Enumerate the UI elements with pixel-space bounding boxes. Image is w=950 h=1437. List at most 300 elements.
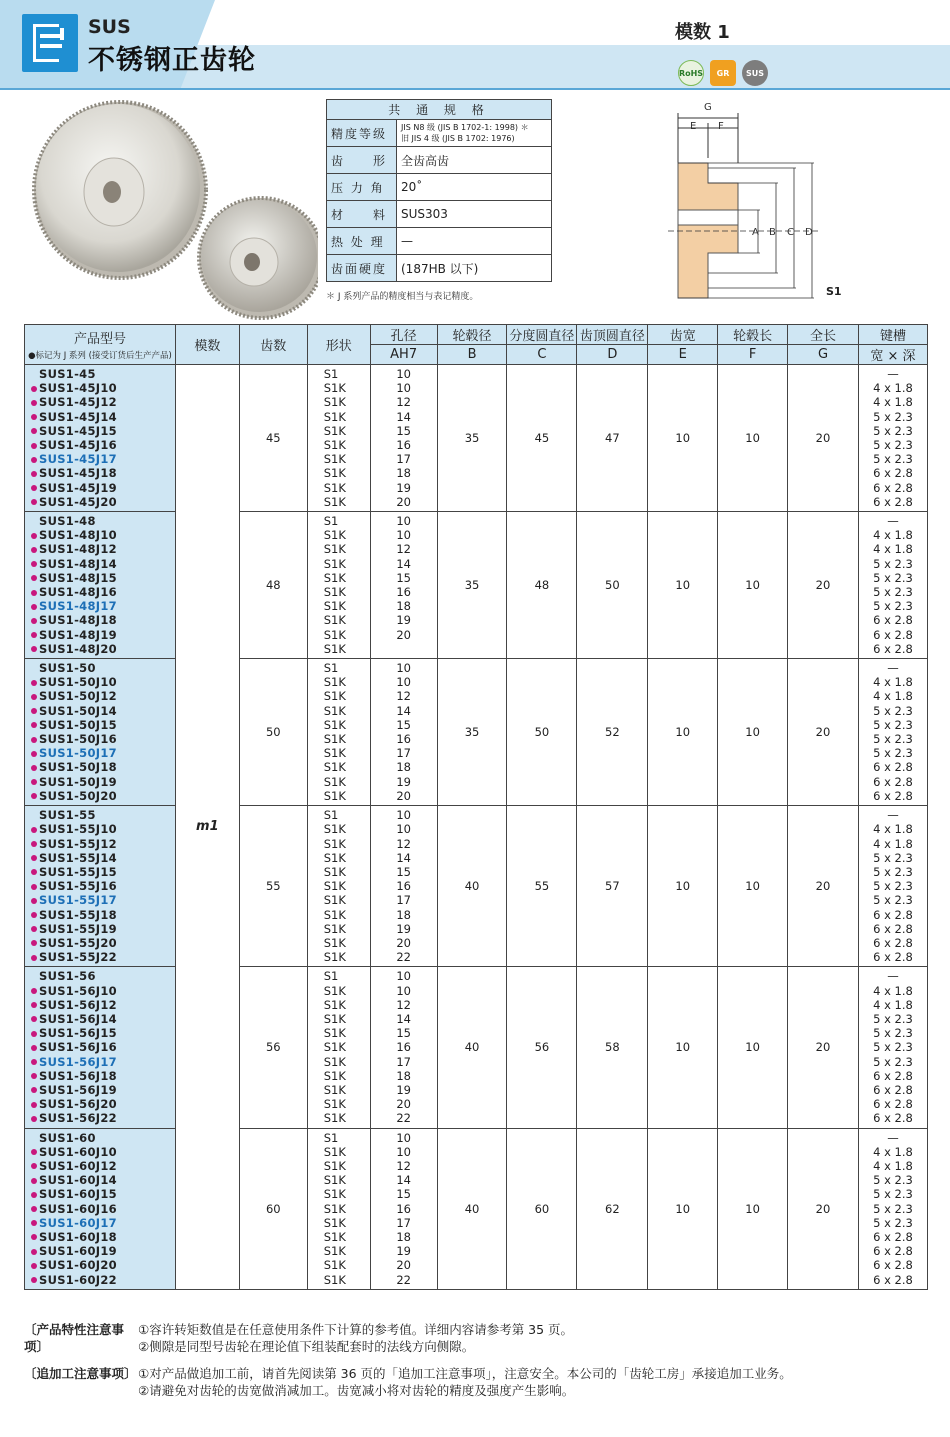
cell-line: S1K <box>323 381 346 396</box>
model-code: SUS1-45J17 <box>39 452 117 467</box>
model-code: SUS1-50 <box>39 661 96 676</box>
j-series-dot <box>31 1102 37 1108</box>
model-code: SUS1-56 <box>39 969 96 984</box>
model-code: SUS1-60J14 <box>39 1173 117 1188</box>
cell-line: 5 x 2.3 <box>873 1187 913 1202</box>
spec-key: 材 料 <box>327 201 397 228</box>
j-series-dot <box>31 414 37 420</box>
cell-line: 20 <box>396 935 411 950</box>
cell-line <box>31 1159 175 1173</box>
total-cell: 20 <box>788 967 859 1128</box>
cell-line: S1K <box>323 452 346 467</box>
common-spec-table <box>326 99 552 282</box>
cell-line: 6 x 2.8 <box>873 480 913 495</box>
col-key-sub: 宽 × 深 <box>858 345 927 365</box>
cell-line <box>31 893 175 907</box>
cell-line <box>31 1202 175 1216</box>
spec-key: 热 处 理 <box>327 228 397 255</box>
spec-key: 压 力 角 <box>327 174 397 201</box>
col-bore-sub: AH7 <box>370 345 437 365</box>
model-code: SUS1-50J14 <box>39 703 117 718</box>
model-code: SUS1-50J12 <box>39 689 117 704</box>
col-model: 产品型号 ●标记为 J 系列 (接受订货后生产产品) <box>25 325 176 365</box>
process-notes-heading: 〔追加工注意事项〕 <box>24 1366 137 1381</box>
col-hublen: 轮毂长 <box>718 325 788 345</box>
cell-line: 4 x 1.8 <box>873 395 913 410</box>
cell-line: 17 <box>396 1054 411 1069</box>
j-series-dot <box>31 737 37 743</box>
dim-label-c: C <box>787 227 794 238</box>
cell-line: 22 <box>396 950 411 965</box>
model-code: SUS1-55 <box>39 808 96 823</box>
cell-line: 10 <box>396 969 411 984</box>
j-series-dot <box>31 855 37 861</box>
cell-line: 20 <box>396 788 411 803</box>
cell-line: 15 <box>396 717 411 732</box>
spec-heading: 共 通 规 格 <box>327 100 552 120</box>
model-code: SUS1-50J18 <box>39 760 117 775</box>
cell-line: 4 x 1.8 <box>873 822 913 837</box>
model-code: SUS1-60J10 <box>39 1144 117 1159</box>
spec-value: JIS N8 级 (JIS B 1702-1: 1998) ＊ 旧 JIS 4 级 (JIS B 1702: 1976) <box>397 120 552 147</box>
pitch-cell: 55 <box>507 806 577 967</box>
model-code: SUS1-45J20 <box>39 494 117 509</box>
bore-list <box>370 806 437 967</box>
cell-line: 5 x 2.3 <box>873 893 913 908</box>
cell-line: 17 <box>396 452 411 467</box>
hublen-cell: 10 <box>718 1128 788 1289</box>
model-code: SUS1-48J17 <box>39 599 117 614</box>
cell-line: 18 <box>396 907 411 922</box>
width-cell: 10 <box>648 512 718 659</box>
model-code: SUS1-48J14 <box>39 556 117 571</box>
cell-line: 10 <box>396 661 411 676</box>
model-code: SUS1-56J10 <box>39 983 117 998</box>
j-series-dot <box>31 793 37 799</box>
j-series-dot <box>31 1163 37 1169</box>
cell-line: 6 x 2.8 <box>873 774 913 789</box>
model-code: SUS1-60J20 <box>39 1258 117 1273</box>
cell-line: S1 <box>323 969 339 984</box>
cell-line: 14 <box>396 556 411 571</box>
j-series-dot <box>31 1002 37 1008</box>
cell-line <box>31 438 175 452</box>
j-series-dot <box>31 533 37 539</box>
cell-line: 5 x 2.3 <box>873 1215 913 1230</box>
cell-line: — <box>887 367 899 381</box>
teeth-cell: 45 <box>239 365 307 512</box>
cell-line: S1K <box>323 1187 346 1202</box>
model-list <box>25 806 176 967</box>
cell-line: 6 x 2.8 <box>873 1082 913 1097</box>
key-list <box>858 659 927 806</box>
j-series-dot <box>31 457 37 463</box>
cell-line: 5 x 2.3 <box>873 850 913 865</box>
j-series-dot <box>31 1031 37 1037</box>
cell-line: 14 <box>396 850 411 865</box>
cell-line: S1K <box>323 1272 346 1287</box>
j-series-dot <box>31 765 37 771</box>
cell-line: S1K <box>323 1258 346 1273</box>
width-cell: 10 <box>648 967 718 1128</box>
tip-cell: 50 <box>577 512 648 659</box>
bore-list <box>370 365 437 512</box>
teeth-cell: 50 <box>239 659 307 806</box>
product-group-row <box>25 967 928 1128</box>
j-series-dot <box>31 841 37 847</box>
teeth-cell: 56 <box>239 967 307 1128</box>
cell-line: 18 <box>396 1068 411 1083</box>
j-series-dot <box>31 955 37 961</box>
teeth-cell: 48 <box>239 512 307 659</box>
model-code: SUS1-55J19 <box>39 921 117 936</box>
cell-line: S1K <box>323 409 346 424</box>
j-series-dot <box>31 940 37 946</box>
model-list <box>25 1128 176 1289</box>
note-line: ②请避免对齿轮的齿宽做消减加工。齿宽减小将对齿轮的精度及强度产生影响。 <box>138 1383 575 1398</box>
model-code: SUS1-60J17 <box>39 1215 117 1230</box>
cell-line: 6 x 2.8 <box>873 1229 913 1244</box>
j-series-dot <box>31 1206 37 1212</box>
j-series-dot <box>31 471 37 477</box>
model-code: SUS1-50J16 <box>39 732 117 747</box>
j-series-dot <box>31 1073 37 1079</box>
cell-line: S1K <box>323 1201 346 1216</box>
dim-label-a: A <box>752 227 759 238</box>
cell-line: 5 x 2.3 <box>873 1040 913 1055</box>
key-list <box>858 365 927 512</box>
cell-line: S1K <box>323 774 346 789</box>
spec-key: 齿面硬度 <box>327 255 397 282</box>
width-cell: 10 <box>648 806 718 967</box>
cell-line: — <box>887 808 899 823</box>
cell-line: 4 x 1.8 <box>873 1158 913 1173</box>
cell-line: 10 <box>396 983 411 998</box>
note-line: ①容许转矩数值是在任意使用条件下计算的参考值。详细内容请参考第 35 页。 <box>138 1322 574 1337</box>
cell-line: 6 x 2.8 <box>873 613 913 628</box>
model-code: SUS1-50J17 <box>39 746 117 761</box>
pitch-cell: 56 <box>507 967 577 1128</box>
total-cell: 20 <box>788 659 859 806</box>
shape-label: S1 <box>826 285 842 298</box>
cell-line <box>31 837 175 851</box>
cell-line: 5 x 2.3 <box>873 438 913 453</box>
model-code: SUS1-56J20 <box>39 1097 117 1112</box>
cell-line: 5 x 2.3 <box>873 409 913 424</box>
gear-type-icon: GR <box>710 60 736 86</box>
cell-line: 12 <box>396 997 411 1012</box>
cell-line: 6 x 2.8 <box>873 466 913 481</box>
cell-line: 22 <box>396 1111 411 1126</box>
model-code: SUS1-45J15 <box>39 423 117 438</box>
j-series-dot <box>31 1149 37 1155</box>
model-code: SUS1-48J19 <box>39 627 117 642</box>
model-code: SUS1-56J16 <box>39 1040 117 1055</box>
cell-line: S1K <box>323 935 346 950</box>
product-group-row <box>25 1128 928 1289</box>
cell-line <box>31 998 175 1012</box>
model-code: SUS1-55J22 <box>39 950 117 965</box>
cell-line: 22 <box>396 1272 411 1287</box>
j-series-dot <box>31 386 37 392</box>
j-series-dot <box>31 499 37 505</box>
width-cell: 10 <box>648 1128 718 1289</box>
cell-line: 19 <box>396 480 411 495</box>
cell-line <box>31 495 175 509</box>
cell-line: S1K <box>323 395 346 410</box>
product-group-row <box>25 806 928 967</box>
model-code: SUS1-48J15 <box>39 570 117 585</box>
cell-line <box>31 642 175 656</box>
cell-line <box>31 936 175 950</box>
j-series-dot <box>31 1277 37 1283</box>
bore-list <box>370 512 437 659</box>
cell-line: S1K <box>323 1244 346 1259</box>
cell-line <box>31 613 175 627</box>
j-series-dot <box>31 1249 37 1255</box>
cell-line: S1K <box>323 556 346 571</box>
module-cell: m1 <box>175 365 239 1290</box>
dim-label-d: D <box>805 227 813 238</box>
spec-value: 全齿高齿 <box>397 147 552 174</box>
model-code: SUS1-55J17 <box>39 893 117 908</box>
hub-cell: 35 <box>437 365 507 512</box>
shape-list <box>307 1128 370 1289</box>
hublen-cell: 10 <box>718 806 788 967</box>
key-list <box>858 806 927 967</box>
cell-line: 5 x 2.3 <box>873 1173 913 1188</box>
spec-footnote: ＊ J 系列产品的精度相当与表记精度。 <box>326 292 479 302</box>
cell-line: 5 x 2.3 <box>873 1054 913 1069</box>
cell-line: S1 <box>323 1130 339 1145</box>
cell-line: S1K <box>323 1158 346 1173</box>
model-code: SUS1-60J12 <box>39 1158 117 1173</box>
cell-line: 20 <box>396 627 411 642</box>
cell-line: 4 x 1.8 <box>873 836 913 851</box>
cell-line: 5 x 2.3 <box>873 452 913 467</box>
model-code: SUS1-56J14 <box>39 1011 117 1026</box>
cell-line <box>31 851 175 865</box>
cell-line: S1 <box>323 514 339 529</box>
cell-line: S1K <box>323 613 346 628</box>
col-hub: 轮毂径 <box>437 325 507 345</box>
cell-line <box>31 775 175 789</box>
cell-line: 6 x 2.8 <box>873 950 913 965</box>
j-series-dot <box>31 1016 37 1022</box>
model-code: SUS1-55J15 <box>39 864 117 879</box>
cell-line: 15 <box>396 570 411 585</box>
cell-line: 6 x 2.8 <box>873 494 913 509</box>
cell-line: S1K <box>323 921 346 936</box>
cell-line: S1K <box>323 627 346 642</box>
j-series-dot <box>31 646 37 652</box>
dim-label-g: G <box>704 102 712 113</box>
cell-line: 20 <box>396 1258 411 1273</box>
cell-line: 16 <box>396 879 411 894</box>
j-series-dot <box>31 443 37 449</box>
model-code: SUS1-55J18 <box>39 907 117 922</box>
cell-line: 12 <box>396 689 411 704</box>
cell-line: 5 x 2.3 <box>873 746 913 761</box>
j-series-dot <box>31 1192 37 1198</box>
cell-line: S1 <box>323 661 339 676</box>
cell-line: S1K <box>323 907 346 922</box>
cell-line: S1K <box>323 850 346 865</box>
cell-line: S1K <box>323 1111 346 1126</box>
key-list <box>858 1128 927 1289</box>
cell-line: S1K <box>323 1144 346 1159</box>
cell-line: 19 <box>396 921 411 936</box>
cell-line: 6 x 2.8 <box>873 921 913 936</box>
cell-line <box>31 1097 175 1111</box>
cell-line <box>31 969 175 983</box>
cell-line <box>31 689 175 703</box>
model-code: SUS1-60J19 <box>39 1244 117 1259</box>
cell-line: S1K <box>323 864 346 879</box>
j-series-dot <box>31 898 37 904</box>
cell-line: S1K <box>323 585 346 600</box>
model-code: SUS1-48J18 <box>39 613 117 628</box>
cell-line: S1K <box>323 1097 346 1112</box>
hub-cell: 35 <box>437 512 507 659</box>
cell-line: 4 x 1.8 <box>873 997 913 1012</box>
cell-line: 5 x 2.3 <box>873 703 913 718</box>
cell-line <box>31 865 175 879</box>
cell-line: 17 <box>396 893 411 908</box>
dim-label-b: B <box>769 227 776 238</box>
j-series-dot <box>31 1059 37 1065</box>
cell-line: 15 <box>396 423 411 438</box>
col-total-sub: G <box>788 345 859 365</box>
cell-line <box>31 466 175 480</box>
cell-line: S1K <box>323 836 346 851</box>
model-code: SUS1-50J20 <box>39 788 117 803</box>
col-bore: 孔径 <box>370 325 437 345</box>
j-series-dot <box>31 708 37 714</box>
module-label: 模数 1 <box>675 22 730 43</box>
cell-line: 5 x 2.3 <box>873 879 913 894</box>
cell-line: 4 x 1.8 <box>873 983 913 998</box>
model-code: SUS1-55J16 <box>39 879 117 894</box>
cell-line: S1 <box>323 808 339 823</box>
series-label: SUS <box>88 16 131 38</box>
pitch-cell: 45 <box>507 365 577 512</box>
cell-line <box>31 822 175 836</box>
bore-list <box>370 659 437 806</box>
cell-line: S1K <box>323 542 346 557</box>
cell-line: 19 <box>396 1082 411 1097</box>
j-series-dot <box>31 1178 37 1184</box>
cell-line: S1K <box>323 788 346 803</box>
cell-line <box>31 557 175 571</box>
total-cell: 20 <box>788 365 859 512</box>
spec-value: SUS303 <box>397 201 552 228</box>
cell-line <box>31 514 175 528</box>
total-cell: 20 <box>788 1128 859 1289</box>
cell-line <box>31 746 175 760</box>
j-series-dot <box>31 779 37 785</box>
j-series-dot <box>31 1045 37 1051</box>
cell-line: S1K <box>323 893 346 908</box>
cell-line: S1K <box>323 1040 346 1055</box>
cell-line: S1K <box>323 1011 346 1026</box>
cell-line: 4 x 1.8 <box>873 381 913 396</box>
cell-line: 16 <box>396 732 411 747</box>
cell-line: 6 x 2.8 <box>873 1111 913 1126</box>
cell-line: S1K <box>323 494 346 509</box>
model-code: SUS1-48 <box>39 514 96 529</box>
col-tip-sub: D <box>577 345 648 365</box>
cell-line: 19 <box>396 613 411 628</box>
j-series-dot <box>31 604 37 610</box>
pitch-cell: 50 <box>507 659 577 806</box>
rohs-icon: RoHS <box>678 60 704 86</box>
width-cell: 10 <box>648 659 718 806</box>
cell-line: 6 x 2.8 <box>873 907 913 922</box>
j-series-dot <box>31 632 37 638</box>
width-cell: 10 <box>648 365 718 512</box>
shape-list <box>307 967 370 1128</box>
cell-line: 10 <box>396 367 411 381</box>
cell-line: S1K <box>323 1026 346 1041</box>
col-teeth: 齿数 <box>239 325 307 365</box>
cell-line <box>31 808 175 822</box>
hub-cell: 40 <box>437 1128 507 1289</box>
cell-line: S1K <box>323 983 346 998</box>
model-code: SUS1-45J19 <box>39 480 117 495</box>
j-series-dot <box>31 751 37 757</box>
cell-line: S1K <box>323 1229 346 1244</box>
cell-line <box>31 908 175 922</box>
cell-line: 10 <box>396 1130 411 1145</box>
bore-list <box>370 1128 437 1289</box>
j-series-dot <box>31 547 37 553</box>
cell-line <box>31 760 175 774</box>
shape-list <box>307 659 370 806</box>
product-notes <box>24 1321 573 1355</box>
shape-list <box>307 512 370 659</box>
model-code: SUS1-48J10 <box>39 528 117 543</box>
pitch-cell: 48 <box>507 512 577 659</box>
cell-line: 12 <box>396 1158 411 1173</box>
j-series-dot <box>31 694 37 700</box>
cell-line: S1K <box>323 1068 346 1083</box>
j-series-dot <box>31 428 37 434</box>
cell-line: 5 x 2.3 <box>873 585 913 600</box>
cell-line: 19 <box>396 774 411 789</box>
model-code: SUS1-50J15 <box>39 717 117 732</box>
cell-line <box>31 1012 175 1026</box>
cell-line: 10 <box>396 528 411 543</box>
spec-key: 齿 形 <box>327 147 397 174</box>
page-title: 不锈钢正齿轮 <box>88 45 256 76</box>
model-list <box>25 967 176 1128</box>
cell-line: 5 x 2.3 <box>873 732 913 747</box>
pitch-cell: 60 <box>507 1128 577 1289</box>
cell-line <box>31 1083 175 1097</box>
cell-line: S1K <box>323 1054 346 1069</box>
cell-line: 5 x 2.3 <box>873 864 913 879</box>
model-code: SUS1-60 <box>39 1130 96 1145</box>
model-code: SUS1-55J12 <box>39 836 117 851</box>
model-code: SUS1-45J14 <box>39 409 117 424</box>
cell-line: 17 <box>396 746 411 761</box>
dim-label-f: F <box>718 121 724 132</box>
cell-line <box>31 1244 175 1258</box>
model-code: SUS1-48J12 <box>39 542 117 557</box>
cell-line: 6 x 2.8 <box>873 760 913 775</box>
j-series-dot <box>31 561 37 567</box>
